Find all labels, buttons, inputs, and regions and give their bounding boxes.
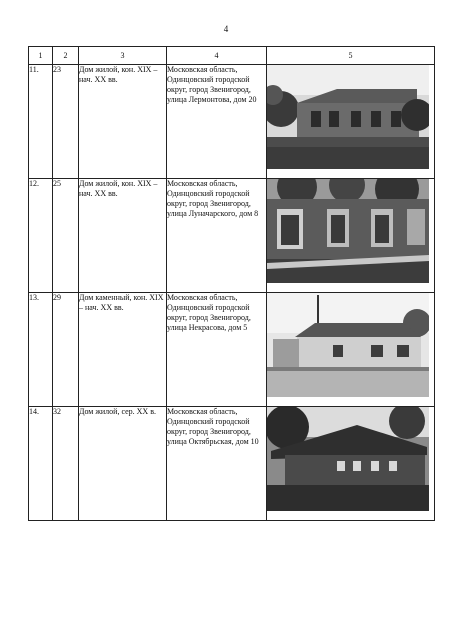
column-header: 5 — [267, 47, 435, 65]
object-description: Дом каменный, кон. XIX – нач. XX вв. — [79, 293, 167, 407]
object-description: Дом жилой, кон. XIX – нач. XX вв. — [79, 65, 167, 179]
row-number: 11. — [29, 65, 53, 179]
table-header-row — [29, 47, 435, 65]
photo-cell — [267, 293, 435, 407]
column-header: 3 — [79, 47, 167, 65]
object-address: Московская область, Одинцовский городской округ, город Звенигород, улица Лермонтова, дом 20 — [167, 65, 267, 179]
row-number: 14. — [29, 407, 53, 521]
stone-house-photo — [267, 293, 429, 397]
wooden-house-photo — [267, 65, 429, 169]
table-row — [29, 179, 435, 293]
photo-cell — [267, 407, 435, 521]
photo-cell — [267, 65, 435, 179]
page-number: 4 — [223, 24, 229, 34]
column-header: 4 — [167, 47, 267, 65]
object-id: 25 — [53, 179, 79, 293]
object-description: Дом жилой, сер. XX в. — [79, 407, 167, 521]
ornate-wooden-house-photo — [267, 179, 429, 283]
table-row — [29, 65, 435, 179]
column-header: 2 — [53, 47, 79, 65]
object-address: Московская область, Одинцовский городской округ, город Звенигород, улица Октябрьская, дом 10 — [167, 407, 267, 521]
table-row — [29, 407, 435, 521]
table-row — [29, 293, 435, 407]
object-id: 32 — [53, 407, 79, 521]
object-address: Московская область, Одинцовский городской округ, город Звенигород, улица Некрасова, дом 5 — [167, 293, 267, 407]
row-number: 12. — [29, 179, 53, 293]
object-id: 23 — [53, 65, 79, 179]
dark-wooden-house-photo — [267, 407, 429, 511]
column-header: 1 — [29, 47, 53, 65]
object-id: 29 — [53, 293, 79, 407]
row-number: 13. — [29, 293, 53, 407]
heritage-registry-table — [28, 46, 435, 521]
photo-cell — [267, 179, 435, 293]
object-address: Московская область, Одинцовский городской округ, город Звенигород, улица Луначарского, дом 8 — [167, 179, 267, 293]
object-description: Дом жилой, кон. XIX – нач. XX вв. — [79, 179, 167, 293]
